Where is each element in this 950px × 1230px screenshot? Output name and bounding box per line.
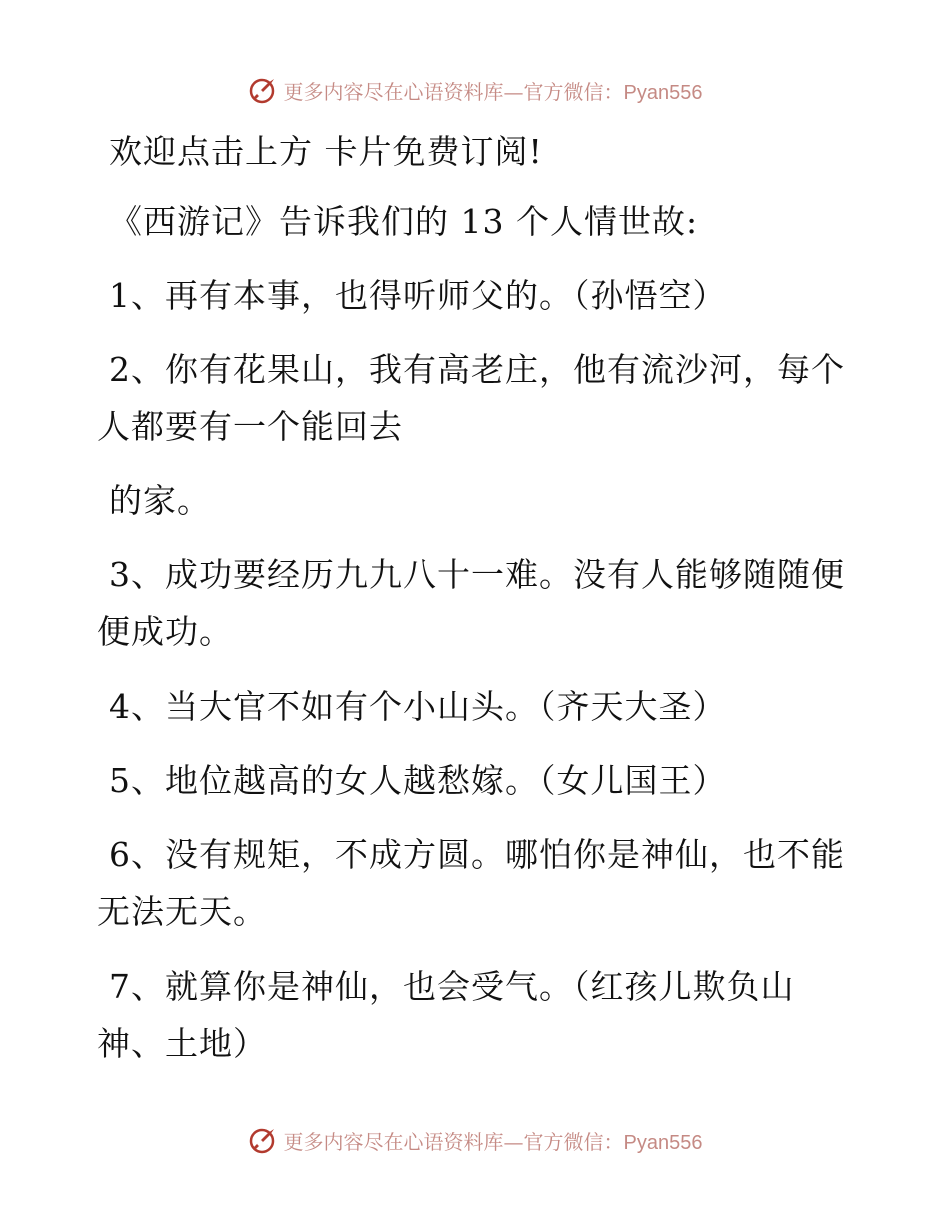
intro-line: 欢迎点击上方 卡片免费订阅! [109,132,543,171]
watermark-text: 更多内容尽在心语资料库—官方微信： [283,79,624,104]
quill-logo-icon [248,75,278,105]
header-watermark [0,70,950,110]
item-5: 5、地位越高的女人越愁嫁。（女儿国王） [109,761,727,800]
item-3-line-2: 便成功。 [97,612,233,651]
item-7-line-1: 7、就算你是神仙，也会受气。（红孩儿欺负山 [109,967,795,1006]
watermark-wechat-id: Pyan556 [623,81,703,104]
quill-logo-icon [248,1125,278,1155]
item-2-line-3: 的家。 [109,481,211,520]
item-3-line-1: 3、成功要经历九九八十一难。没有人能够随随便 [109,555,845,594]
item-1: 1、再有本事，也得听师父的。（孙悟空） [109,276,727,315]
watermark-text: 更多内容尽在心语资料库—官方微信： [283,1129,624,1154]
footer-watermark [0,1120,950,1160]
item-2-line-2: 人都要有一个能回去 [97,407,403,446]
item-7-line-2: 神、土地） [97,1024,267,1063]
watermark-wechat-id: Pyan556 [623,1131,703,1154]
item-6-line-2: 无法无天。 [97,892,267,931]
item-2-line-1: 2、你有花果山，我有高老庄，他有流沙河，每个 [109,350,845,389]
title-line: 《西游记》告诉我们的 13 个人情世故: [109,202,699,241]
item-4: 4、当大官不如有个小山头。（齐天大圣） [109,687,727,726]
item-6-line-1: 6、没有规矩，不成方圆。哪怕你是神仙，也不能 [109,835,845,874]
